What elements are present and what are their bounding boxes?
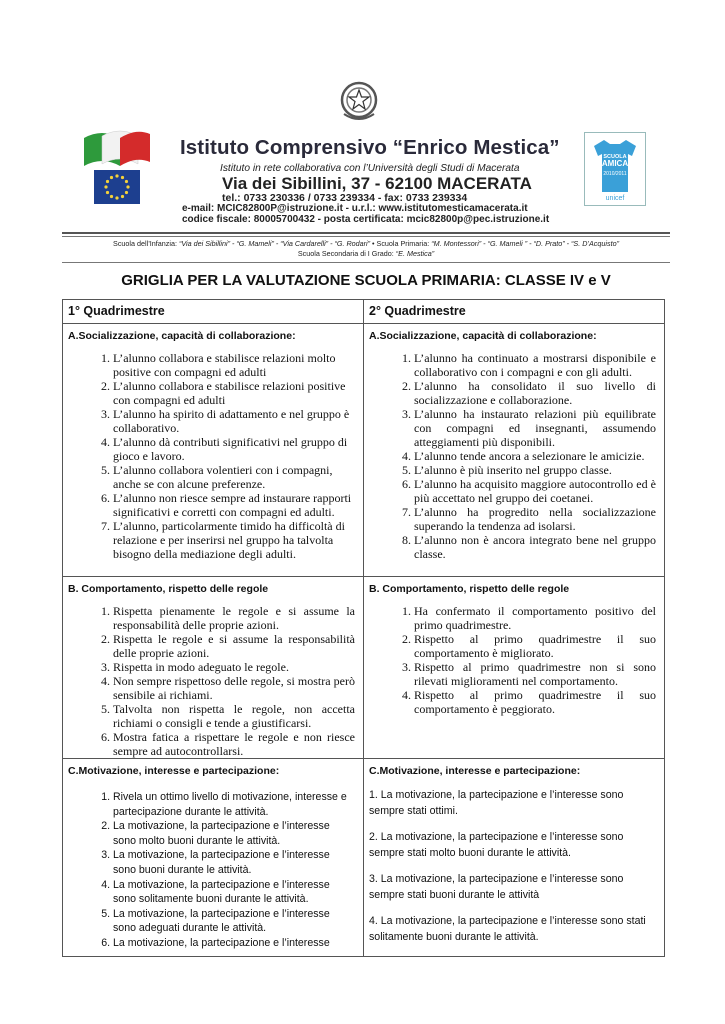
section-b-q2-list bbox=[364, 604, 664, 716]
header-rule-bottom bbox=[62, 262, 670, 263]
list-item: 5. L’alunno è più inserito nel gruppo classe. bbox=[414, 463, 656, 477]
list-item: 3. La motivazione, la partecipazione e l’interesse sono buoni durante le attività. bbox=[113, 848, 355, 877]
eu-flag-icon bbox=[94, 170, 140, 204]
list-item: 7. L’alunno, particolarmente timido ha difficoltà di relazione e per inserirsi nel gruppo ha talvolta bisogno della mediazione degli adulti. bbox=[113, 519, 355, 561]
section-a-heading: A.Socializzazione, capacità di collaborazione: bbox=[369, 330, 597, 342]
list-item: 5. L’alunno collabora volentieri con i compagni, anche se con alcune preferenze. bbox=[113, 463, 355, 491]
list-item: 6. Mostra fatica a rispettare le regole e non riesce sempre ad autocontrollarsi. bbox=[113, 730, 355, 758]
list-item: 3. L’alunno ha spirito di adattamento e nel gruppo è collaborativo. bbox=[113, 407, 355, 435]
header-rule bbox=[62, 232, 670, 234]
italian-flag-icon bbox=[80, 124, 154, 172]
evaluation-grid bbox=[62, 299, 665, 957]
section-b-q1 bbox=[63, 577, 364, 759]
badge-line2: AMICA bbox=[601, 159, 629, 168]
school-name: Istituto Comprensivo “Enrico Mestica” bbox=[180, 136, 560, 159]
list-item: 6. L’alunno non riesce sempre ad instaurare rapporti significativi e corretti con compagni ed adulti. bbox=[113, 491, 355, 519]
list-item: 4. La motivazione, la partecipazione e l’interesse sono stati solitamente buoni durante le attività. bbox=[369, 915, 646, 943]
list-item: 3. L’alunno ha instaurato relazioni più equilibrate con compagni ed insegnanti, assumendo atteggiamenti più disponibili. bbox=[414, 407, 656, 449]
list-item: 4. La motivazione, la partecipazione e l’interesse sono solitamente buoni durante le attività. bbox=[113, 878, 355, 907]
section-c-q2-list bbox=[369, 788, 659, 945]
column-header-q2: 2° Quadrimestre bbox=[364, 300, 665, 324]
document-title: GRIGLIA PER LA VALUTAZIONE SCUOLA PRIMARIA: CLASSE IV e V bbox=[121, 272, 611, 289]
school-tax-code: codice fiscale: 80005700432 - posta certificata: mcic82800p@pec.istruzione.it bbox=[182, 214, 550, 225]
list-item: 2. La motivazione, la partecipazione e l’interesse sono molto buoni durante le attività. bbox=[113, 819, 355, 848]
section-c-heading: C.Motivazione, interesse e partecipazione: bbox=[68, 765, 280, 777]
list-item: 5. La motivazione, la partecipazione e l’interesse sono adeguati durante le attività. bbox=[113, 907, 355, 936]
school-sites-line bbox=[62, 239, 670, 259]
header-rule-thin bbox=[62, 236, 670, 237]
list-item: 1. L’alunno ha continuato a mostrarsi disponibile e collaborativo con i compagni e con gli adulti. bbox=[414, 351, 656, 379]
badge-brand: unicef bbox=[605, 195, 625, 202]
list-item: 2. Rispetta le regole e si assume la responsabilità delle proprie azioni. bbox=[113, 632, 355, 660]
list-item: 3. Rispetta in modo adeguato le regole. bbox=[113, 660, 355, 674]
list-item: 3. Rispetto al primo quadrimestre non si sono rilevati miglioramenti nel comportamento. bbox=[414, 660, 656, 688]
badge-line1: SCUOLA bbox=[603, 154, 627, 160]
list-item: 2. Rispetto al primo quadrimestre il suo comportamento è migliorato. bbox=[414, 632, 656, 660]
school-subtitle: Istituto in rete collaborativa con l’Università degli Studi di Macerata bbox=[220, 163, 520, 174]
secondaria-sites: “E. Mestica” bbox=[395, 249, 435, 258]
scuola-amica-unicef-badge bbox=[584, 132, 646, 206]
italian-republic-emblem-icon bbox=[336, 78, 382, 126]
list-item: 5. Talvolta non rispetta le regole, non accetta richiami o consigli e tende a giustificarsi. bbox=[113, 702, 355, 730]
school-email: e-mail: MCIC82800P@istruzione.it - u.r.l.: www.istitutomesticamacerata.it bbox=[182, 203, 528, 214]
section-a-q1 bbox=[63, 324, 364, 577]
column-header-q1: 1° Quadrimestre bbox=[63, 300, 364, 324]
section-c-heading: C.Motivazione, interesse e partecipazione: bbox=[369, 765, 581, 777]
list-item: 3. La motivazione, la partecipazione e l’interesse sono sempre stati buoni durante le attività bbox=[369, 873, 624, 901]
list-item: 2. L’alunno ha consolidato il suo livello di socializzazione e collaborazione. bbox=[414, 379, 656, 407]
school-address: Via dei Sibillini, 37 - 62100 MACERATA bbox=[222, 174, 532, 193]
section-b-heading: B. Comportamento, rispetto delle regole bbox=[68, 583, 269, 595]
section-a-q1-list bbox=[63, 351, 363, 561]
section-c-q2 bbox=[364, 759, 665, 957]
list-item: 4. Non sempre rispettoso delle regole, si mostra però sensibile ai richiami. bbox=[113, 674, 355, 702]
school-phones: tel.: 0733 230336 / 0733 239334 - fax: 0733 239334 bbox=[222, 192, 468, 204]
section-b-heading: B. Comportamento, rispetto delle regole bbox=[369, 583, 570, 595]
list-item: 6. L’alunno ha acquisito maggiore autocontrollo ed è più accettato nel gruppo dei coetanei. bbox=[414, 477, 656, 505]
section-c-q1 bbox=[63, 759, 364, 957]
badge-year: 2010/2011 bbox=[603, 171, 627, 177]
infanzia-label: Scuola dell’Infanzia: bbox=[113, 239, 177, 248]
list-item: 1. La motivazione, la partecipazione e l’interesse sono sempre stati ottimi. bbox=[369, 789, 624, 817]
list-item: 1. Ha confermato il comportamento positivo del primo quadrimestre. bbox=[414, 604, 656, 632]
list-item: 2. L’alunno collabora e stabilisce relazioni positive con compagni ed adulti bbox=[113, 379, 355, 407]
section-a-q2 bbox=[364, 324, 665, 577]
list-item: 1. Rivela un ottimo livello di motivazione, interesse e partecipazione durante le attività. bbox=[113, 790, 355, 819]
section-c-q1-list bbox=[63, 790, 363, 951]
list-item: 4. Rispetto al primo quadrimestre il suo comportamento è peggiorato. bbox=[414, 688, 656, 716]
list-item: 8. L’alunno non è ancora integrato bene nel gruppo classe. bbox=[414, 533, 656, 561]
section-a-q2-list bbox=[364, 351, 664, 561]
list-item: 1. Rispetta pienamente le regole e si assume la responsabilità delle proprie azioni. bbox=[113, 604, 355, 632]
list-item: 4. L’alunno dà contributi significativi nel gruppo di gioco e lavoro. bbox=[113, 435, 355, 463]
infanzia-sites: “Via dei Sibillini” - “G. Mameli” - “Via Cardarelli” - “G. Rodari” bbox=[178, 239, 371, 248]
section-b-q2 bbox=[364, 577, 665, 759]
list-item: 6. La motivazione, la partecipazione e l’interesse bbox=[113, 936, 355, 951]
primaria-label: • Scuola Primaria: bbox=[372, 239, 430, 248]
section-b-q1-list bbox=[63, 604, 363, 758]
secondaria-label: Scuola Secondaria di I Grado: bbox=[297, 249, 394, 258]
section-a-heading: A.Socializzazione, capacità di collaborazione: bbox=[68, 330, 296, 342]
list-item: 7. L’alunno ha progredito nella socializzazione superando la tendenza ad isolarsi. bbox=[414, 505, 656, 533]
list-item: 1. L’alunno collabora e stabilisce relazioni molto positive con compagni ed adulti bbox=[113, 351, 355, 379]
primaria-sites: “M. Montessori” - “G. Mameli ” - “D. Prato” - “S. D’Acquisto” bbox=[431, 239, 619, 248]
list-item: 4. L’alunno tende ancora a selezionare le amicizie. bbox=[414, 449, 656, 463]
list-item: 2. La motivazione, la partecipazione e l’interesse sono sempre stati molto buoni durante le attività. bbox=[369, 831, 624, 859]
